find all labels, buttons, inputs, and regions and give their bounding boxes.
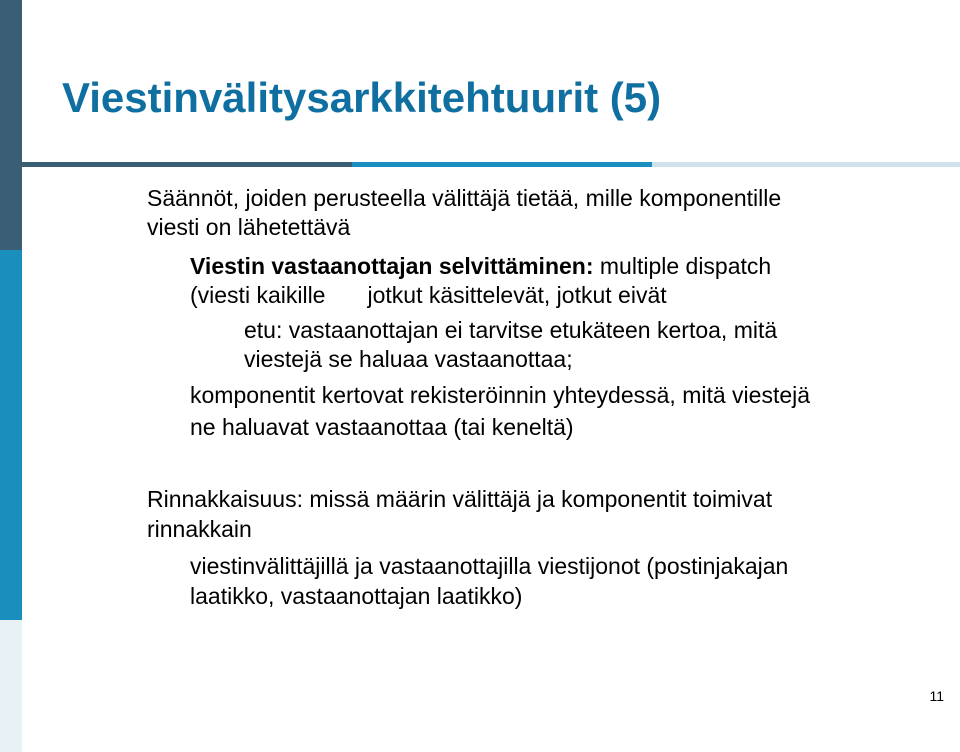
body-line: laatikko, vastaanottajan laatikko) [190,583,523,609]
body-line [190,251,771,281]
body-text: multiple dispatch [593,253,772,279]
accent-segment-mid [0,250,22,620]
body-line: viestinvälittäjillä ja vastaanottajilla viestijonot (postinjakajan [190,553,789,579]
accent-segment-light [0,620,22,752]
body-text: (viesti kaikille [190,282,326,308]
body-line: Säännöt, joiden perusteella välittäjä tietää, mille komponentille [147,185,782,211]
bold-term: Viestin vastaanottajan selvittäminen: [190,253,594,279]
body-line [190,280,667,310]
body-line: viestejä se haluaa vastaanottaa; [244,346,573,372]
body-line: Rinnakkaisuus: missä määrin välittäjä ja komponentit toimivat [147,486,773,512]
body-line: rinnakkain [147,516,252,542]
slide-title: Viestinvälitysarkkitehtuurit (5) [62,74,662,121]
title-underline [22,162,960,167]
left-accent-bar [0,0,22,752]
page-number: 11 [929,688,944,704]
body-line: etu: vastaanottajan ei tarvitse etukäteen kertoa, mitä [244,317,778,343]
body-line: viesti on lähetettävä [147,214,351,240]
body-line: komponentit kertovat rekisteröinnin yhteydessä, mitä viestejä [190,382,811,408]
body-line: ne haluavat vastaanottaa (tai keneltä) [190,414,574,440]
accent-segment-dark [0,0,22,250]
body-text: jotkut käsittelevät, jotkut eivät [367,282,667,308]
